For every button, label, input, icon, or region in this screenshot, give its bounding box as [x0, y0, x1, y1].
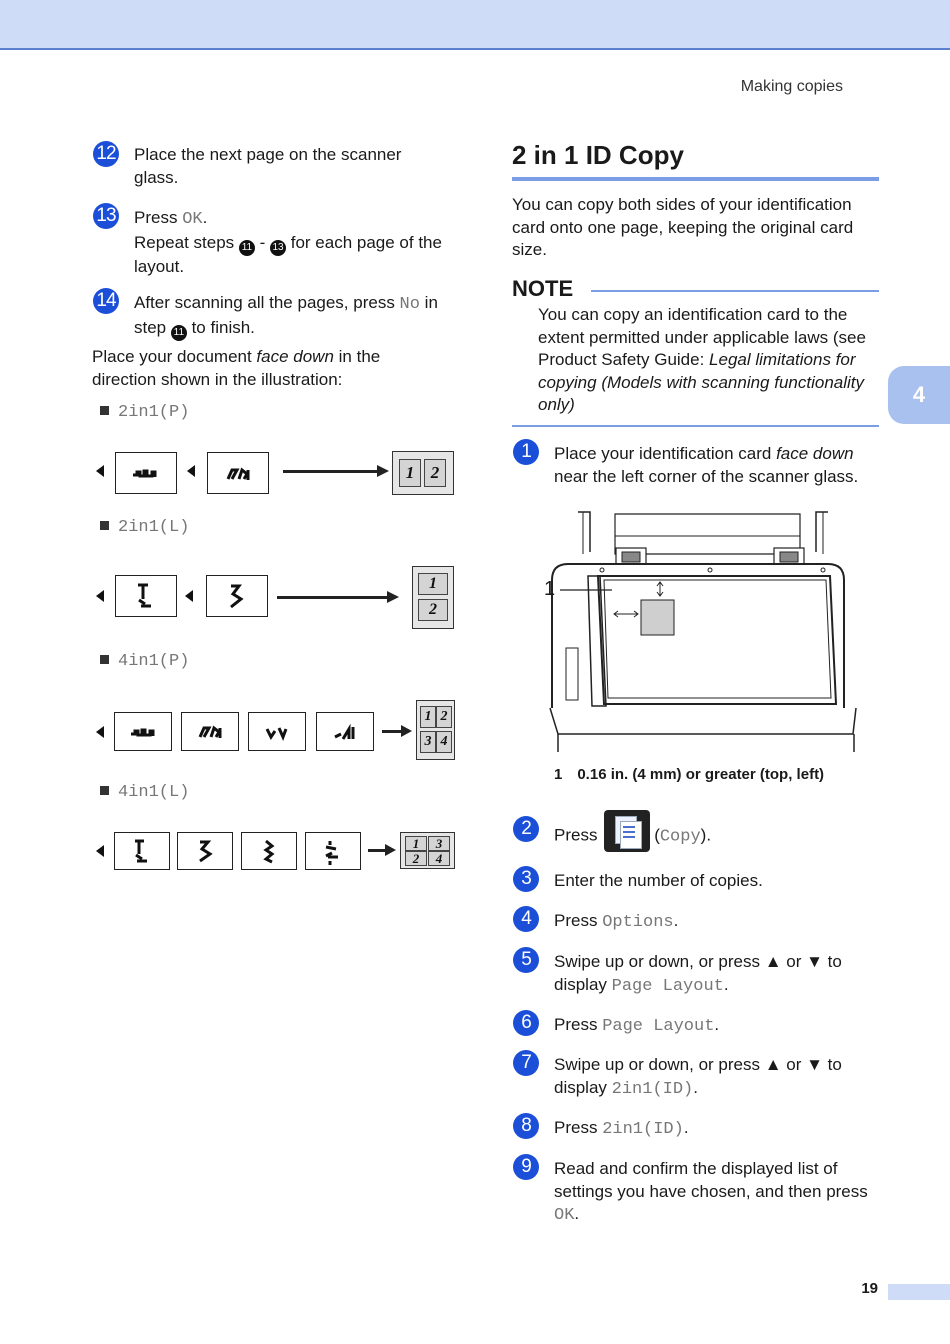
- step-1-text: Place your identification card face down near the left corner of the scanner glass.: [554, 444, 859, 486]
- note-rule: [591, 290, 879, 292]
- diagram-4in1p: 1 2 3 4: [95, 700, 460, 762]
- scanner-illustration: [538, 508, 863, 756]
- step-badge-1: 1: [513, 439, 539, 465]
- layout-label-4in1p: 4in1(P): [100, 650, 189, 671]
- page-tab: [888, 1284, 950, 1300]
- step-9-text: Read and confirm the displayed list of settings you have chosen, and then press OK.: [554, 1159, 868, 1225]
- step-ref-11b: 11: [171, 325, 187, 341]
- top-banner: [0, 0, 950, 50]
- step-5-text: Swipe up or down, or press ▲ or ▼ to display Page Layout.: [554, 952, 842, 996]
- note-text: You can copy an identification card to the extent permitted under applicable laws (see Product Safety Guide: Legal limitations for copying (Models with scanning functionality only): [538, 305, 866, 414]
- section-title: 2 in 1 ID Copy: [512, 140, 684, 170]
- note-bottom-rule: [512, 425, 879, 427]
- diagram-2in1l: 1 2: [95, 566, 460, 630]
- note-label: NOTE: [512, 276, 574, 301]
- page-number: 19: [861, 1280, 878, 1297]
- layout-label-4in1l: 4in1(L): [100, 781, 189, 802]
- step-badge-4: 4: [513, 906, 539, 932]
- step-ref-11: 11: [239, 240, 255, 256]
- layout-intro: Place your document face down in the direction shown in the illustration:: [92, 347, 381, 389]
- step-badge-14: 14: [93, 288, 119, 314]
- step-badge-7: 7: [513, 1050, 539, 1076]
- step-6-text: Press Page Layout.: [554, 1015, 720, 1036]
- copy-app-icon[interactable]: [604, 810, 650, 852]
- step-7-text: Swipe up or down, or press ▲ or ▼ to display 2in1(ID).: [554, 1055, 842, 1099]
- step-badge-13: 13: [93, 203, 119, 229]
- step-badge-2: 2: [513, 816, 539, 842]
- step-badge-6: 6: [513, 1010, 539, 1036]
- chapter-tab: 4: [888, 366, 950, 424]
- step-4-text: Press Options.: [554, 911, 679, 932]
- figure-caption: 1 0.16 in. (4 mm) or greater (top, left): [554, 766, 825, 783]
- running-header: Making copies: [740, 78, 843, 95]
- step-8-text: Press 2in1(ID).: [554, 1118, 689, 1139]
- step-13-text: Press OK. Repeat steps 11 - 13 for each page of the layout.: [134, 208, 442, 276]
- figure-callout: 1: [544, 578, 556, 600]
- step-2-text: Press (Copy).: [554, 820, 884, 852]
- layout-label-2in1l: 2in1(L): [100, 516, 189, 537]
- step-badge-12: 12: [93, 141, 119, 167]
- title-rule: [512, 177, 879, 181]
- diagram-4in1l: 1 3 2 4: [95, 826, 460, 876]
- step-badge-9: 9: [513, 1154, 539, 1180]
- step-badge-3: 3: [513, 866, 539, 892]
- layout-label-2in1p: 2in1(P): [100, 401, 189, 422]
- step-ref-13: 13: [270, 240, 286, 256]
- section-intro: You can copy both sides of your identification card onto one page, keeping the original card size.: [512, 195, 854, 259]
- step-12-text: Place the next page on the scanner glass.: [134, 145, 402, 187]
- step-badge-5: 5: [513, 947, 539, 973]
- step-3-text: Enter the number of copies.: [554, 871, 763, 890]
- step-14-text: After scanning all the pages, press No in step 11 to finish.: [134, 292, 464, 341]
- diagram-2in1p: 1 2: [95, 446, 460, 498]
- step-badge-8: 8: [513, 1113, 539, 1139]
